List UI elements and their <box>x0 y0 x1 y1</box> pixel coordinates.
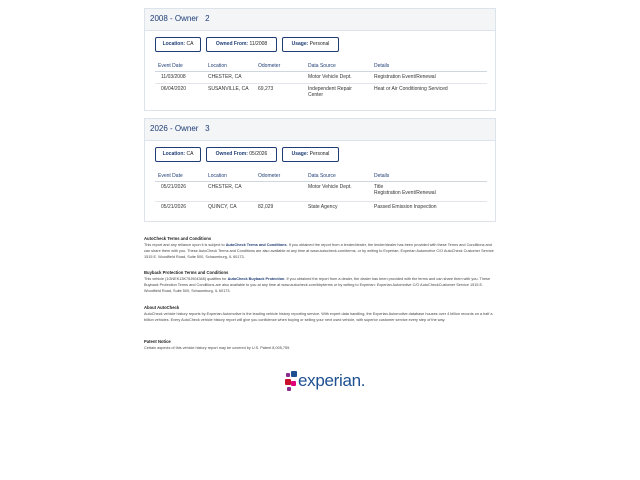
event-source: Motor Vehicle Dept. <box>308 74 352 80</box>
logo-dot <box>286 373 290 377</box>
owner-card-3 <box>144 118 496 222</box>
owner-heading: 2026 - Owner 3 <box>145 119 495 141</box>
owner-heading: 2008 - Owner 2 <box>145 9 495 31</box>
table-row <box>155 84 487 104</box>
table-row <box>155 182 487 202</box>
location-chip: Location: CA <box>155 37 201 52</box>
col-event-date: Event Date <box>158 173 183 179</box>
owned-from-chip: Owned From: 11/2008 <box>206 37 277 52</box>
owned-from-chip: Owned From: 05/2026 <box>206 147 277 162</box>
event-details: Registration Event/Renewal <box>374 74 436 80</box>
event-odometer: 82,029 <box>258 204 274 210</box>
event-location: CHESTER, CA <box>208 74 242 80</box>
event-date: 06/04/2020 <box>161 86 187 92</box>
col-details: Details <box>374 63 390 69</box>
autocheck-terms-body: This report and any reliance upon it is subject to AutoCheck Terms and Conditions. If you obtained the report from a lender/dealer, the lender/dealer has been provided with these Terms and Conditions and can share them with you. These AutoCheck Terms and Conditions are also available at any time at www.autocheck.com/terms. or by writing to Experian: Experian Automotive C/O AutoCheck Customer Service 1515 E. Woodfield Road, Suite 500, Schaumburg, IL 60173. <box>144 243 494 260</box>
autocheck-terms-link[interactable]: AutoCheck Terms and Conditions <box>225 243 287 247</box>
autocheck-terms <box>144 236 496 261</box>
buyback-protection-link[interactable]: AutoCheck Buyback Protection <box>227 277 285 281</box>
usage-chip: Usage: Personal <box>282 147 339 162</box>
about-autocheck-body: AutoCheck vehicle history reports by Experian Automotive is the leading vehicle history reporting service. With expert data handling, the Experian Automotive database houses over 4 billion records on a half a billion vehicles. Every AutoCheck vehicle history report will give you confidence when buying or selling your next used vehicle, with superior customer service every step of the way. <box>144 312 493 323</box>
buyback-terms <box>144 270 496 295</box>
event-location: CHESTER, CA <box>208 184 242 190</box>
event-location: SUSANVILLE, CA <box>208 86 249 92</box>
col-location: Location <box>208 63 227 69</box>
event-details: Passed Emission Inspection <box>374 204 437 210</box>
autocheck-terms-title: AutoCheck Terms and Conditions <box>144 236 212 241</box>
col-data-source: Data Source <box>308 63 336 69</box>
logo-wordmark: experian. <box>298 371 366 390</box>
col-odometer: Odometer <box>258 63 281 69</box>
patent-notice <box>144 339 496 351</box>
owner-chips <box>145 141 495 175</box>
logo-dot <box>287 387 291 391</box>
col-details: Details <box>374 173 390 179</box>
usage-chip: Usage: Personal <box>282 37 339 52</box>
location-chip: Location: CA <box>155 147 201 162</box>
event-location: QUINCY, CA <box>208 204 237 210</box>
col-odometer: Odometer <box>258 173 281 179</box>
table-header <box>155 61 487 72</box>
table-header <box>155 171 487 182</box>
patent-notice-body: Certain aspects of this vehicle history report may be covered by U.S. Patent 8,005,759. <box>144 346 291 350</box>
col-event-date: Event Date <box>158 63 183 69</box>
event-table <box>155 61 487 104</box>
col-data-source: Data Source <box>308 173 336 179</box>
col-location: Location <box>208 173 227 179</box>
buyback-terms-title: Buyback Protection Terms and Conditions <box>144 270 229 275</box>
experian-logo <box>284 370 364 398</box>
event-table <box>155 171 487 214</box>
event-details: Heat or Air Conditioning Serviced <box>374 86 448 92</box>
owner-card-2 <box>144 8 496 111</box>
table-row <box>155 202 487 214</box>
event-source: State Agency <box>308 204 338 210</box>
about-autocheck <box>144 305 496 323</box>
patent-notice-title: Patent Notice <box>144 339 171 344</box>
buyback-terms-body: This vehicle (1GNEK13K75J904348) qualifies for AutoCheck Buyback Protection. If you obtained the report from a dealer, the dealer has been provided with the terms and can share them with you. These Buyback Protection Terms and Conditions are also available to you at any time at www.autocheck.com/bbpterms or by writing to Experian: Experian Automotive C/O AutoCheckCustomer Service 1515 E. Woodfield Road, Suite 500, Schaumburg, IL 60173. <box>144 277 491 294</box>
event-date: 05/21/2026 <box>161 184 187 190</box>
event-date: 11/03/2008 <box>161 74 186 80</box>
logo-dot <box>291 371 297 377</box>
logo-dot <box>291 381 296 386</box>
event-details: Title Registration Event/Renewal <box>374 184 436 196</box>
event-source: Motor Vehicle Dept. <box>308 184 352 190</box>
owner-chips <box>145 31 495 65</box>
about-autocheck-title: About AutoCheck <box>144 305 180 310</box>
event-date: 05/21/2026 <box>161 204 187 210</box>
table-row <box>155 72 487 84</box>
event-odometer: 69,273 <box>258 86 274 92</box>
event-source: Independent Repair Center <box>308 86 352 98</box>
